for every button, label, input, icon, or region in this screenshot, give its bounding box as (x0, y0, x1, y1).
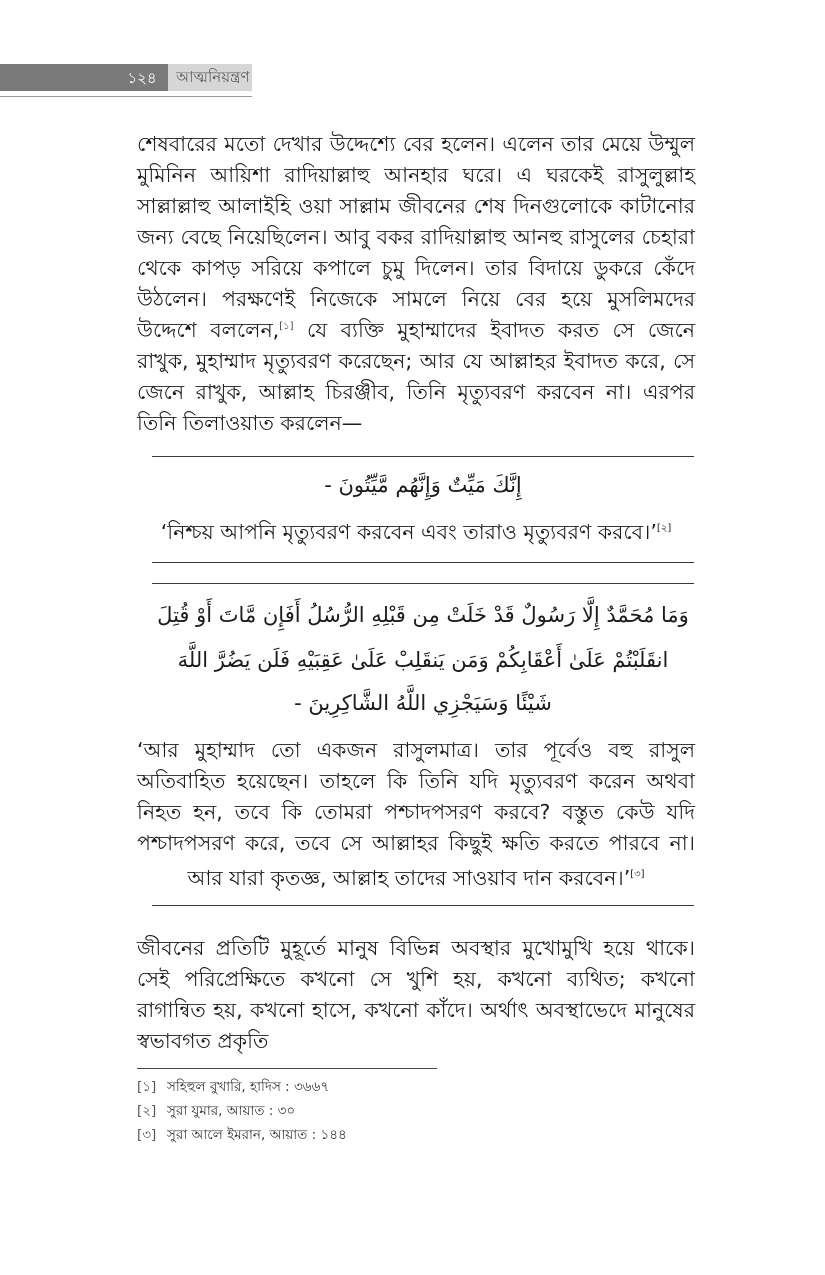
footnote-reference: [১] (279, 321, 294, 333)
footnote-text: সুরা আলে ইমরান, আয়াত : ১৪৪ (167, 1127, 347, 1143)
page-number: ১২৪ (127, 69, 157, 87)
quote-divider (152, 562, 694, 563)
translation-text: ‘আর মুহাম্মাদ তো একজন রাসুলমাত্র। তার পূর্বেও বহু রাসুল অতিবাহিত হয়েছেন। তাহলে কি তিনি যদি মৃত্যুবরণ করেন অথবা নিহত হন, তবে কি তোমরা পশ্চাদপসরণ করবে? বস্তুত কেউ যদি পশ্চাদপসরণ করে, তবে সে আল্লাহর কিছুই ক্ষতি করতে পারবে না। আর যারা কৃতজ্ঞ, আল্লাহ তাদের সাওয়াব দান করবেন।’ (137, 738, 695, 890)
footnote (137, 1077, 329, 1097)
footnote-text: সহিহুল বুখারি, হাদিস : ৩৬৬৭ (167, 1079, 330, 1095)
footnote-divider (137, 1068, 437, 1069)
translation-text: ‘নিশ্চয় আপনি মৃত্যুবরণ করবেন এবং তারাও মৃত্যুবরণ করবে।’ (160, 519, 657, 544)
quote-divider (152, 583, 694, 584)
body-paragraph (137, 129, 695, 439)
verse-translation (137, 513, 695, 548)
paragraph-text: যে ব্যক্তি মুহাম্মাদের ইবাদত করত সে জেনে রাখুক, মুহাম্মাদ মৃত্যুবরণ করেছেন; আর যে আল্লাহর ইবাদত করে, সে জেনে রাখুক, আল্লাহ চিরঞ্জীব, তিনি মৃত্যুবরণ করবেন না। এরপর তিনি তিলাওয়াত করলেন— (137, 318, 695, 435)
quote-divider (152, 456, 694, 457)
footnote (137, 1125, 347, 1145)
body-paragraph: জীবনের প্রতিটি মুহূর্তে মানুষ বিভিন্ন অবস্থার মুখোমুখি হয়ে থাকে। সেই পরিপ্রেক্ষিতে কখনো সে খুশি হয়, কখনো ব্যথিত; কখনো রাগান্বিত হয়, কখনো হাসে, কখনো কাঁদে। অর্থাৎ অবস্থাভেদে মানুষের স্বভাবগত প্রকৃতি (137, 936, 695, 1053)
footnote-reference: [২] (656, 523, 672, 534)
footnote-reference: [৩] (630, 869, 645, 880)
chapter-title: আত্মনিয়ন্ত্রণ (176, 68, 250, 86)
footnote-marker: [২] (137, 1103, 157, 1119)
footnote (137, 1101, 295, 1121)
verse-translation (137, 735, 695, 894)
arabic-verse-line: شَيْئًا وَسَيَجْزِي اللَّهُ الشَّاكِرِينَ - (294, 691, 552, 715)
footnote-marker: [৩] (137, 1127, 157, 1143)
quote-divider (152, 905, 694, 906)
arabic-verse-line: وَمَا مُحَمَّدٌ إِلَّا رَسُولٌ قَدْ خَلَتْ مِن قَبْلِهِ الرُّسُلُ أَفَإِن مَّاتَ أَوْ قُتِلَ (157, 603, 689, 627)
paragraph-text: শেষবারের মতো দেখার উদ্দেশ্যে বের হলেন। এলেন তার মেয়ে উম্মুল মুমিনিন আয়িশা রাদিয়াল্লাহু আনহার ঘরে। এ ঘরকেই রাসুলুল্লাহ সাল্লাল্লাহু আলাইহি ওয়া সাল্লাম জীবনের শেষ দিনগুলোকে কাটানোর জন্য বেছে নিয়েছিলেন। আবু বকর রাদিয়াল্লাহু আনহু রাসুলের চেহারা থেকে কাপড় সরিয়ে কপালে চুমু দিলেন। তার বিদায়ে ডুকরে কেঁদে উঠলেন। পরক্ষণেই নিজেকে সামলে নিয়ে বের হয়ে মুসলিমদের উদ্দেশে বললেন, (137, 132, 695, 342)
header-divider (0, 96, 252, 97)
arabic-verse-line: انقَلَبْتُمْ عَلَىٰ أَعْقَابِكُمْ وَمَن يَنقَلِبْ عَلَىٰ عَقِبَيْهِ فَلَن يَضُرَّ اللَّهَ (177, 648, 669, 672)
footnote-marker: [১] (137, 1079, 157, 1095)
footnote-text: সুরা যুমার, আয়াত : ৩০ (167, 1103, 296, 1119)
arabic-verse: إِنَّكَ مَيِّتٌ وَإِنَّهُم مَّيِّتُونَ - (324, 473, 522, 497)
